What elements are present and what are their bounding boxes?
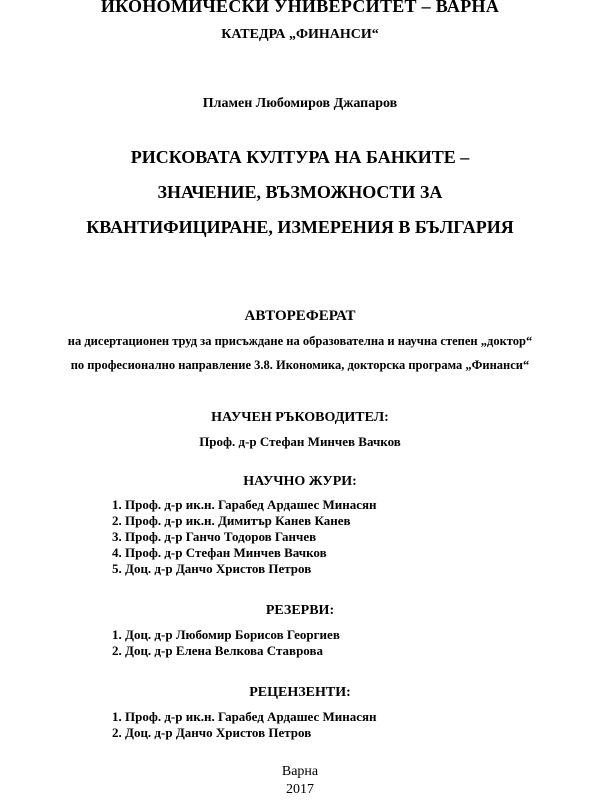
- jury-list: [112, 497, 532, 577]
- jury-heading: НАУЧНО ЖУРИ:: [243, 474, 357, 489]
- supervisor-name: Проф. д-р Стефан Минчев Вачков: [199, 434, 401, 449]
- author-name: Пламен Любомиров Джапаров: [202, 96, 398, 111]
- title-line-2: ЗНАЧЕНИЕ, ВЪЗМОЖНОСТИ ЗА: [157, 182, 443, 202]
- university-name: ИКОНОМИЧЕСКИ УНИВЕРСИТЕТ – ВАРНА: [100, 0, 500, 16]
- list-item: 1. Проф. д-р ик.н. Гарабед Ардашес Минасян: [112, 709, 377, 724]
- department-name: КАТЕДРА „ФИНАНСИ“: [221, 27, 379, 42]
- list-item: 3. Проф. д-р Ганчо Тодоров Ганчев: [112, 529, 317, 544]
- reserves-list: [112, 627, 532, 659]
- footer-year: 2017: [286, 782, 314, 797]
- list-item: 2. Доц. д-р Елена Велкова Ставрова: [112, 643, 324, 658]
- list-item: 4. Проф. д-р Стефан Минчев Вачков: [112, 545, 327, 560]
- list-item: 1. Доц. д-р Любомир Борисов Георгиев: [112, 627, 340, 642]
- list-item: 1. Проф. д-р ик.н. Гарабед Ардашес Минасян: [112, 497, 377, 512]
- abstract-line-2: по професионално направление 3.8. Икономика, докторска програма „Финанси“: [70, 358, 530, 372]
- abstract-line-1: на дисертационен труд за присъждане на образователна и научна степен „доктор“: [67, 334, 533, 348]
- reserves-heading: РЕЗЕРВИ:: [265, 603, 335, 618]
- abstract-heading: АВТОРЕФЕРАТ: [244, 308, 356, 324]
- list-item: 5. Доц. д-р Данчо Христов Петров: [112, 561, 312, 576]
- supervisor-heading: НАУЧЕН РЪКОВОДИТЕЛ:: [211, 410, 389, 425]
- list-item: 2. Проф. д-р ик.н. Димитър Канев Канев: [112, 513, 351, 528]
- footer-city: Варна: [281, 764, 319, 779]
- title-line-3: КВАНТИФИЦИРАНЕ, ИЗМЕРЕНИЯ В БЪЛГАРИЯ: [86, 217, 514, 237]
- reviewers-heading: РЕЦЕНЗЕНТИ:: [249, 685, 351, 700]
- list-item: 2. Доц. д-р Данчо Христов Петров: [112, 725, 312, 740]
- reviewers-list: [112, 709, 532, 741]
- title-line-1: РИСКОВАТА КУЛТУРА НА БАНКИТЕ –: [130, 147, 470, 167]
